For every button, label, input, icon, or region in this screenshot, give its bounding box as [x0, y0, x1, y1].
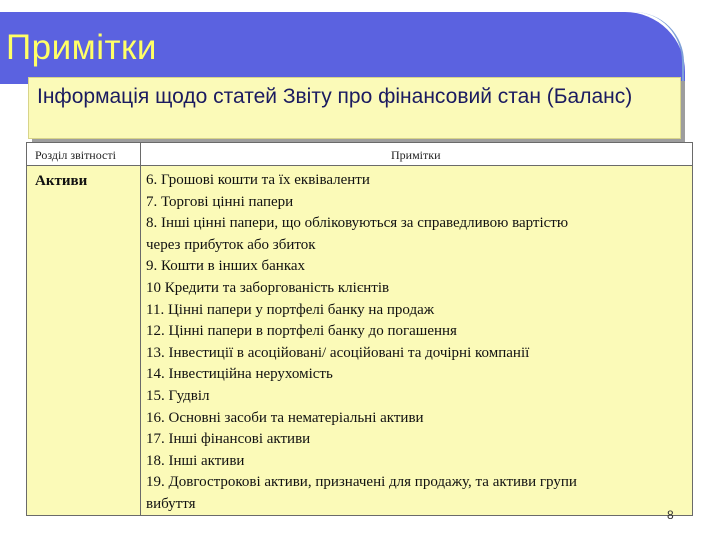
list-item: через прибуток або збиток	[146, 236, 316, 253]
list-item: 6. Грошові кошти та їх еквіваленти	[146, 172, 370, 188]
notes-list	[146, 170, 686, 516]
subtitle-box	[28, 77, 681, 139]
slide-subtitle: Інформація щодо статей Звіту про фінансовий стан (Баланс)	[37, 85, 633, 108]
section-label: Активи	[35, 173, 88, 189]
list-item: 7. Торгові цінні папери	[146, 193, 294, 210]
list-item: 11. Цінні папери у портфелі банку на продаж	[146, 301, 435, 318]
list-item: 17. Інші фінансові активи	[146, 431, 311, 448]
header-section: Розділ звітності	[35, 148, 116, 162]
list-item: 15. Гудвіл	[146, 387, 210, 404]
column-divider	[140, 143, 141, 515]
list-item: 19. Довгострокові активи, призначені для продажу, та активи групи	[146, 474, 577, 491]
list-item: 8. Інші цінні папери, що обліковуються за справедливою вартістю	[146, 215, 569, 232]
list-item: вибуття	[146, 495, 196, 512]
list-item: 14. Інвестиційна нерухомість	[146, 366, 333, 383]
list-item: 10 Кредити та заборгованість клієнтів	[146, 279, 390, 296]
list-item: 13. Інвестиції в асоційовані/ асоційовані та дочірні компанії	[146, 344, 530, 361]
slide-title: Примітки	[6, 28, 157, 67]
list-item: 16. Основні засоби та нематеріальні активи	[146, 409, 424, 426]
notes-table	[26, 142, 693, 516]
page-number: 8	[667, 508, 674, 522]
list-item: 12. Цінні папери в портфелі банку до погашення	[146, 323, 457, 340]
list-item: 18. Інші активи	[146, 452, 245, 469]
list-item: 9. Кошти в інших банках	[146, 258, 306, 275]
table-header-row	[27, 143, 692, 166]
header-notes: Примітки	[391, 148, 441, 162]
